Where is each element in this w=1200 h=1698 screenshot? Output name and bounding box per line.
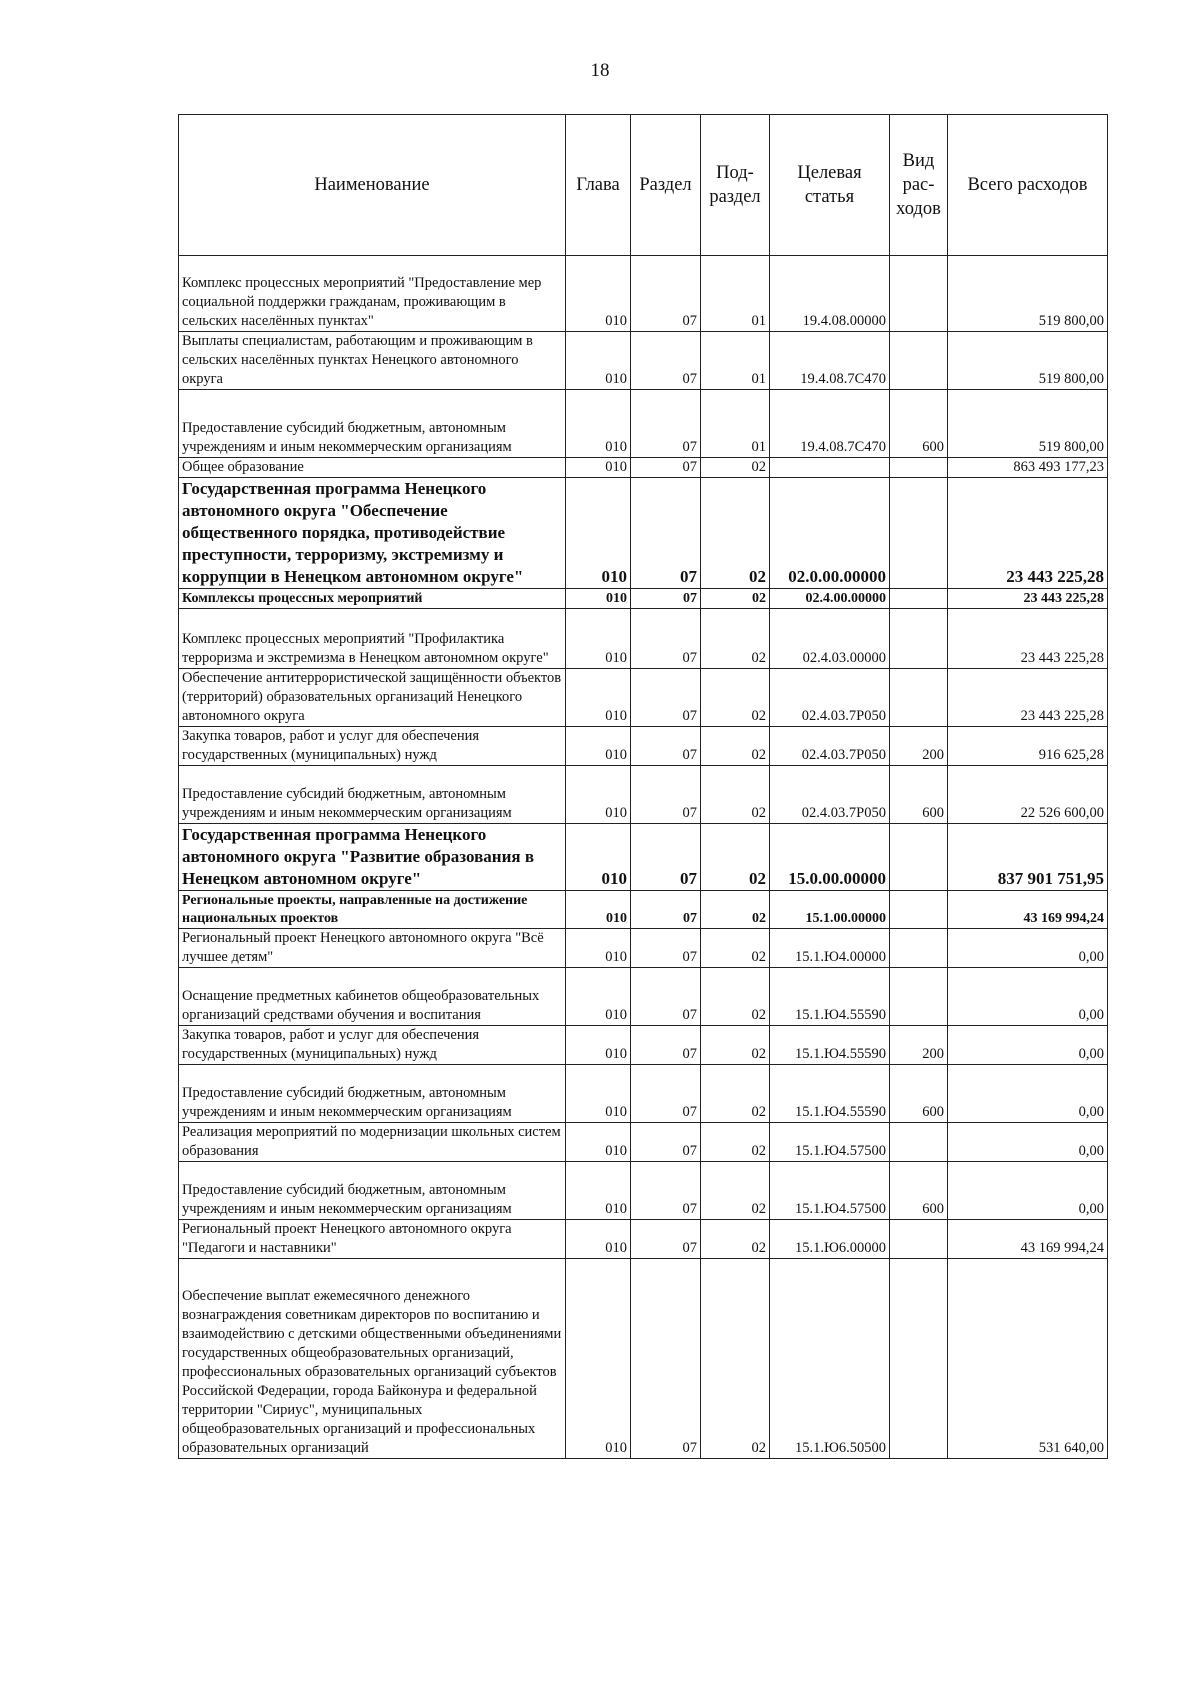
row-vid-rashodov: [890, 1259, 948, 1459]
row-podrazdel: 02: [701, 1123, 770, 1162]
row-total: 43 169 994,24: [948, 1220, 1108, 1259]
row-celevaya-statya: 02.4.03.7Р050: [770, 727, 890, 766]
row-razdel: 07: [631, 1065, 701, 1123]
table-row: [179, 766, 1108, 824]
row-razdel: 07: [631, 609, 701, 669]
table-row: [179, 727, 1108, 766]
row-razdel: 07: [631, 766, 701, 824]
row-razdel: 07: [631, 727, 701, 766]
row-vid-rashodov: [890, 458, 948, 478]
row-celevaya-statya: 15.1.Ю4.55590: [770, 968, 890, 1026]
row-name: Комплекс процессных мероприятий "Профилактика терроризма и экстремизма в Ненецком автономном округе": [179, 609, 566, 669]
row-celevaya-statya: 02.4.00.00000: [770, 589, 890, 609]
row-podrazdel: 02: [701, 727, 770, 766]
row-glava: 010: [566, 609, 631, 669]
row-razdel: 07: [631, 1123, 701, 1162]
row-podrazdel: 02: [701, 1026, 770, 1065]
row-total: 0,00: [948, 1026, 1108, 1065]
row-podrazdel: 02: [701, 929, 770, 968]
row-razdel: 07: [631, 1026, 701, 1065]
row-glava: 010: [566, 1259, 631, 1459]
row-vid-rashodov: [890, 1220, 948, 1259]
row-razdel: 07: [631, 589, 701, 609]
row-name: Региональные проекты, направленные на достижение национальных проектов: [179, 891, 566, 929]
row-razdel: 07: [631, 929, 701, 968]
table-row: [179, 256, 1108, 332]
row-celevaya-statya: 19.4.08.7С470: [770, 332, 890, 390]
row-vid-rashodov: [890, 929, 948, 968]
table-row: [179, 390, 1108, 458]
row-glava: 010: [566, 478, 631, 589]
budget-table: [178, 114, 1108, 1459]
row-total: 23 443 225,28: [948, 669, 1108, 727]
row-celevaya-statya: 02.4.03.7Р050: [770, 669, 890, 727]
row-name: Региональный проект Ненецкого автономного округа "Педагоги и наставники": [179, 1220, 566, 1259]
row-total: 519 800,00: [948, 390, 1108, 458]
row-name: Обеспечение антитеррористической защищённости объектов (территорий) образовательных организаций Ненецкого автономного округа: [179, 669, 566, 727]
row-name: Региональный проект Ненецкого автономного округа "Всё лучшее детям": [179, 929, 566, 968]
row-razdel: 07: [631, 478, 701, 589]
row-name: Предоставление субсидий бюджетным, автономным учреждениям и иным некоммерческим организациям: [179, 766, 566, 824]
row-name: Государственная программа Ненецкого автономного округа "Обеспечение общественного порядка, противодействие преступности, терроризму, экстремизму и коррупции в Ненецком автономном округе": [179, 478, 566, 589]
row-celevaya-statya: 15.1.Ю4.57500: [770, 1162, 890, 1220]
row-razdel: 07: [631, 669, 701, 727]
row-total: 916 625,28: [948, 727, 1108, 766]
table-row: [179, 968, 1108, 1026]
row-razdel: 07: [631, 256, 701, 332]
table-row: [179, 1259, 1108, 1459]
header-celevaya-line1: Целевая: [797, 163, 862, 183]
row-glava: 010: [566, 1220, 631, 1259]
header-podrazdel: [701, 115, 770, 256]
row-podrazdel: 02: [701, 891, 770, 929]
row-name: Предоставление субсидий бюджетным, автономным учреждениям и иным некоммерческим организациям: [179, 390, 566, 458]
table-row: [179, 891, 1108, 929]
row-vid-rashodov: [890, 478, 948, 589]
table-header-row: [179, 115, 1108, 256]
row-glava: 010: [566, 1065, 631, 1123]
header-glava: Глава: [566, 115, 631, 256]
row-podrazdel: 01: [701, 256, 770, 332]
row-glava: 010: [566, 589, 631, 609]
row-razdel: 07: [631, 968, 701, 1026]
row-total: 23 443 225,28: [948, 478, 1108, 589]
row-glava: 010: [566, 332, 631, 390]
row-total: 0,00: [948, 1162, 1108, 1220]
row-name: Обеспечение выплат ежемесячного денежного вознаграждения советникам директоров по воспитанию и взаимодействию с детскими общественными объединениями государственных общеобразовательных организаций, профессиональных образовательных организаций субъектов Российской Федерации, города Байконура и федеральной территории "Сириус", муниципальных общеобразовательных организаций и профессиональных образовательных организаций: [179, 1259, 566, 1459]
row-podrazdel: 02: [701, 1065, 770, 1123]
row-celevaya-statya: 15.1.Ю4.00000: [770, 929, 890, 968]
row-podrazdel: 02: [701, 1259, 770, 1459]
row-razdel: 07: [631, 891, 701, 929]
row-total: 863 493 177,23: [948, 458, 1108, 478]
row-celevaya-statya: 02.4.03.00000: [770, 609, 890, 669]
table-row: [179, 1026, 1108, 1065]
row-glava: 010: [566, 1026, 631, 1065]
row-glava: 010: [566, 458, 631, 478]
row-razdel: 07: [631, 1259, 701, 1459]
row-name: Закупка товаров, работ и услуг для обеспечения государственных (муниципальных) нужд: [179, 1026, 566, 1065]
row-podrazdel: 02: [701, 1162, 770, 1220]
table-row: [179, 929, 1108, 968]
header-vid: [890, 115, 948, 256]
table-row: [179, 1220, 1108, 1259]
row-vid-rashodov: [890, 589, 948, 609]
row-vid-rashodov: 600: [890, 766, 948, 824]
row-total: 0,00: [948, 1065, 1108, 1123]
row-celevaya-statya: 15.1.Ю4.57500: [770, 1123, 890, 1162]
row-vid-rashodov: [890, 609, 948, 669]
row-glava: 010: [566, 824, 631, 891]
row-glava: 010: [566, 929, 631, 968]
row-razdel: 07: [631, 1220, 701, 1259]
row-razdel: 07: [631, 390, 701, 458]
row-podrazdel: 02: [701, 609, 770, 669]
row-name: Закупка товаров, работ и услуг для обеспечения государственных (муниципальных) нужд: [179, 727, 566, 766]
row-glava: 010: [566, 390, 631, 458]
table-row: [179, 1162, 1108, 1220]
header-vid-line3: ходов: [896, 199, 941, 219]
row-celevaya-statya: 15.1.Ю4.55590: [770, 1065, 890, 1123]
row-vid-rashodov: [890, 256, 948, 332]
row-razdel: 07: [631, 458, 701, 478]
row-podrazdel: 02: [701, 766, 770, 824]
row-vid-rashodov: 600: [890, 390, 948, 458]
row-total: 0,00: [948, 1123, 1108, 1162]
table-row: [179, 669, 1108, 727]
row-name: Реализация мероприятий по модернизации школьных систем образования: [179, 1123, 566, 1162]
table-row: [179, 458, 1108, 478]
header-vid-line2: рас-: [902, 175, 935, 195]
row-celevaya-statya: 15.1.Ю4.55590: [770, 1026, 890, 1065]
table-body: [179, 256, 1108, 1459]
table-row: [179, 609, 1108, 669]
row-total: 519 800,00: [948, 332, 1108, 390]
row-podrazdel: 02: [701, 968, 770, 1026]
row-vid-rashodov: 600: [890, 1065, 948, 1123]
row-total: 837 901 751,95: [948, 824, 1108, 891]
row-celevaya-statya: 02.0.00.00000: [770, 478, 890, 589]
row-celevaya-statya: 19.4.08.7С470: [770, 390, 890, 458]
table-row: [179, 1065, 1108, 1123]
row-razdel: 07: [631, 332, 701, 390]
row-glava: 010: [566, 968, 631, 1026]
row-name: Общее образование: [179, 458, 566, 478]
row-podrazdel: 02: [701, 824, 770, 891]
row-podrazdel: 02: [701, 458, 770, 478]
row-celevaya-statya: 15.1.00.00000: [770, 891, 890, 929]
row-vid-rashodov: 200: [890, 727, 948, 766]
row-total: 22 526 600,00: [948, 766, 1108, 824]
row-name: Оснащение предметных кабинетов общеобразовательных организаций средствами обучения и воспитания: [179, 968, 566, 1026]
row-celevaya-statya: 15.0.00.00000: [770, 824, 890, 891]
row-vid-rashodov: 600: [890, 1162, 948, 1220]
row-glava: 010: [566, 256, 631, 332]
row-glava: 010: [566, 1123, 631, 1162]
header-vid-line1: Вид: [902, 151, 935, 171]
row-total: 23 443 225,28: [948, 589, 1108, 609]
row-vid-rashodov: [890, 669, 948, 727]
header-celevaya-line2: статья: [804, 187, 855, 207]
row-total: 43 169 994,24: [948, 891, 1108, 929]
header-razdel: Раздел: [631, 115, 701, 256]
row-podrazdel: 01: [701, 332, 770, 390]
row-glava: 010: [566, 891, 631, 929]
row-glava: 010: [566, 766, 631, 824]
row-glava: 010: [566, 1162, 631, 1220]
row-name: Комплекс процессных мероприятий "Предоставление мер социальной поддержки гражданам, проживающим в сельских населённых пунктах": [179, 256, 566, 332]
table-row: [179, 478, 1108, 589]
row-vid-rashodov: [890, 891, 948, 929]
row-vid-rashodov: [890, 824, 948, 891]
page-number: 18: [590, 60, 610, 81]
row-vid-rashodov: [890, 332, 948, 390]
row-total: 519 800,00: [948, 256, 1108, 332]
row-name: Комплексы процессных мероприятий: [179, 589, 566, 609]
row-vid-rashodov: 200: [890, 1026, 948, 1065]
table-row: [179, 1123, 1108, 1162]
row-celevaya-statya: [770, 458, 890, 478]
row-total: 0,00: [948, 929, 1108, 968]
row-celevaya-statya: 19.4.08.00000: [770, 256, 890, 332]
row-podrazdel: 01: [701, 390, 770, 458]
budget-table-container: [178, 114, 1108, 1459]
row-glava: 010: [566, 727, 631, 766]
row-name: Выплаты специалистам, работающим и проживающим в сельских населённых пунктах Ненецкого автономного округа: [179, 332, 566, 390]
row-glava: 010: [566, 669, 631, 727]
row-total: 0,00: [948, 968, 1108, 1026]
row-razdel: 07: [631, 1162, 701, 1220]
row-podrazdel: 02: [701, 478, 770, 589]
table-row: [179, 332, 1108, 390]
header-podrazdel-line2: раздел: [709, 187, 761, 207]
row-razdel: 07: [631, 824, 701, 891]
table-row: [179, 824, 1108, 891]
row-name: Государственная программа Ненецкого автономного округа "Развитие образования в Ненецком автономном округе": [179, 824, 566, 891]
row-vid-rashodov: [890, 1123, 948, 1162]
row-vid-rashodov: [890, 968, 948, 1026]
table-row: [179, 589, 1108, 609]
row-podrazdel: 02: [701, 589, 770, 609]
row-celevaya-statya: 02.4.03.7Р050: [770, 766, 890, 824]
row-celevaya-statya: 15.1.Ю6.00000: [770, 1220, 890, 1259]
header-podrazdel-line1: Под-: [716, 163, 754, 183]
header-total: Всего расходов: [948, 115, 1108, 256]
row-name: Предоставление субсидий бюджетным, автономным учреждениям и иным некоммерческим организациям: [179, 1065, 566, 1123]
row-total: 23 443 225,28: [948, 609, 1108, 669]
row-celevaya-statya: 15.1.Ю6.50500: [770, 1259, 890, 1459]
row-total: 531 640,00: [948, 1259, 1108, 1459]
row-podrazdel: 02: [701, 1220, 770, 1259]
header-name: Наименование: [179, 115, 566, 256]
row-podrazdel: 02: [701, 669, 770, 727]
row-name: Предоставление субсидий бюджетным, автономным учреждениям и иным некоммерческим организациям: [179, 1162, 566, 1220]
header-celevaya: [770, 115, 890, 256]
